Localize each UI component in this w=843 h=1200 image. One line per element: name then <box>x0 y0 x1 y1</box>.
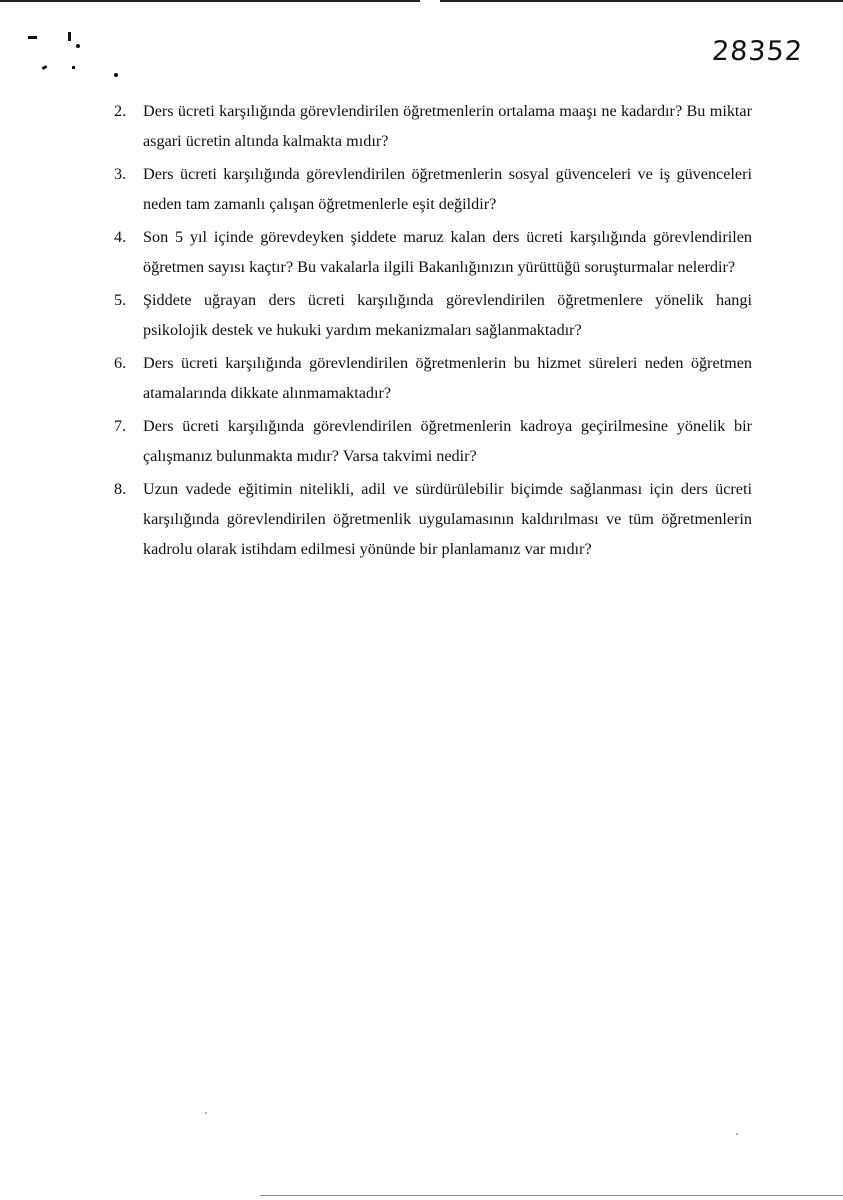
question-item <box>112 96 752 156</box>
question-text: Ders ücreti karşılığında görevlendirilen öğretmenlerin ortalama maaşı ne kadardır? Bu miktar asgari ücretin altında kalmakta mıdır? <box>143 102 752 150</box>
scan-speck <box>736 1133 738 1135</box>
question-text: Ders ücreti karşılığında görevlendirilen öğretmenlerin bu hizmet süreleri neden öğretmen atamalarında dikkate alınmamaktadır? <box>143 354 752 402</box>
scan-mark <box>28 36 37 39</box>
handwritten-reference-number: 28352 <box>710 36 804 67</box>
scan-mark <box>72 66 75 69</box>
question-item <box>112 222 752 282</box>
question-list <box>112 96 752 567</box>
question-item <box>112 474 752 564</box>
question-text: Uzun vadede eğitimin nitelikli, adil ve sürdürülebilir biçimde sağlanması için ders ücreti karşılığında görevlendirilen öğretmenlik uygulamasının kaldırılması ve tüm öğretmenlerin kadrolu olarak istihdam edilmesi yönünde bir planlamanız var mıdır? <box>143 480 752 558</box>
scan-mark <box>68 32 71 41</box>
question-number: 8. <box>114 480 127 498</box>
scan-mark <box>114 73 118 77</box>
question-text: Son 5 yıl içinde görevdeyken şiddete maruz kalan ders ücreti karşılığında görevlendirilen öğretmen sayısı kaçtır? Bu vakalarla ilgili Bakanlığınızın yürüttüğü soruşturmalar nelerdir? <box>143 228 752 276</box>
question-number: 3. <box>114 165 127 183</box>
question-number: 4. <box>114 228 127 246</box>
scan-speck <box>205 1112 207 1114</box>
question-item <box>112 285 752 345</box>
question-number: 2. <box>114 102 127 120</box>
question-number: 7. <box>114 417 127 435</box>
question-item <box>112 411 752 471</box>
question-text: Şiddete uğrayan ders ücreti karşılığında görevlendirilen öğretmenlere yönelik hangi psikolojik destek ve hukuki yardım mekanizmaları sağlanmaktadır? <box>143 291 752 339</box>
scan-mark <box>42 65 48 70</box>
scan-mark <box>76 44 80 48</box>
question-text: Ders ücreti karşılığında görevlendirilen öğretmenlerin sosyal güvenceleri ve iş güvenceleri neden tam zamanlı çalışan öğretmenlerle eşit değildir? <box>143 165 752 213</box>
question-text: Ders ücreti karşılığında görevlendirilen öğretmenlerin kadroya geçirilmesine yönelik bir çalışmanız bulunmakta mıdır? Varsa takvimi nedir? <box>143 417 752 465</box>
scan-edge-bottom <box>260 1195 843 1196</box>
question-number: 5. <box>114 291 127 309</box>
question-number: 6. <box>114 354 127 372</box>
question-item <box>112 159 752 219</box>
question-item <box>112 348 752 408</box>
scan-edge-gap <box>420 0 440 3</box>
